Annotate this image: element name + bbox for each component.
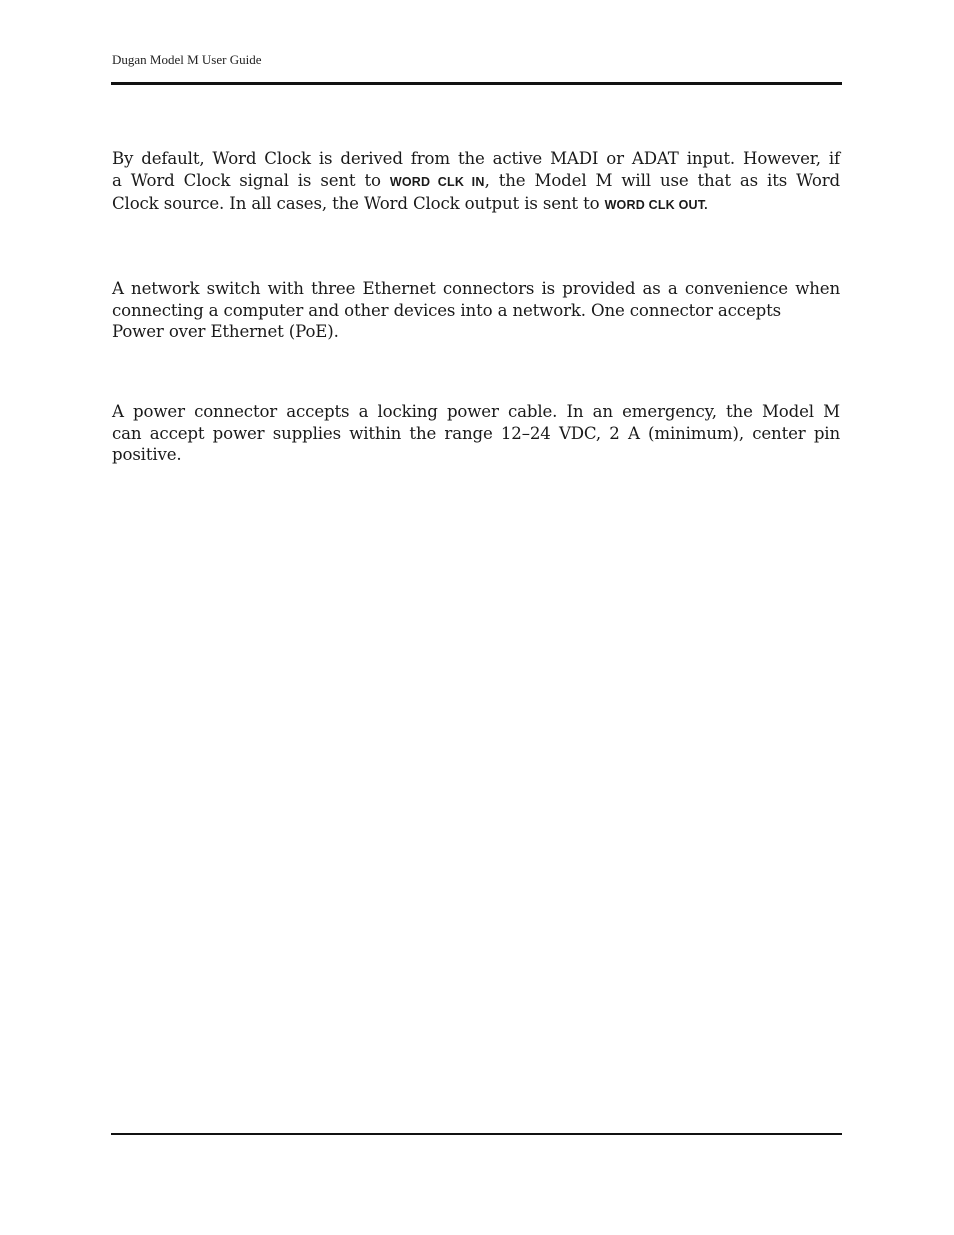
running-header: Dugan Model M User Guide: [112, 52, 262, 67]
footer-rule: [111, 1133, 842, 1135]
word-clock-line-2: [112, 170, 840, 194]
power-paragraph: [112, 401, 840, 466]
power-line-2: can accept power supplies within the range 12–24 VDC, 2 A (minimum), center pin: [112, 423, 840, 443]
network-line-2: connecting a computer and other devices into a network. One connector accepts: [112, 300, 781, 320]
header-rule: [111, 82, 842, 85]
power-line-3: positive.: [112, 445, 182, 465]
word-clock-line-1: By default, Word Clock is derived from the active MADI or ADAT input. However, if: [112, 149, 840, 168]
word-clock-paragraph: [112, 148, 840, 217]
word-clock-line-3: [112, 193, 840, 217]
word-clock-line-3-text: Clock source. In all cases, the Word Clock output is sent to: [112, 194, 605, 214]
power-line-1: A power connector accepts a locking power cable. In an emergency, the Model M: [112, 402, 840, 421]
network-paragraph: [112, 278, 840, 343]
word-clk-out-label: WORD CLK OUT.: [604, 198, 708, 213]
network-line-3: Power over Ethernet (PoE).: [112, 322, 339, 342]
word-clock-line-2-text-a: a Word Clock signal is sent to: [112, 170, 390, 190]
network-line-1: A network switch with three Ethernet connectors is provided as a convenience when: [112, 279, 840, 298]
word-clk-in-label: WORD CLK IN: [389, 174, 485, 189]
word-clock-line-2-text-b: , the Model M will use that as its Word: [484, 170, 840, 190]
